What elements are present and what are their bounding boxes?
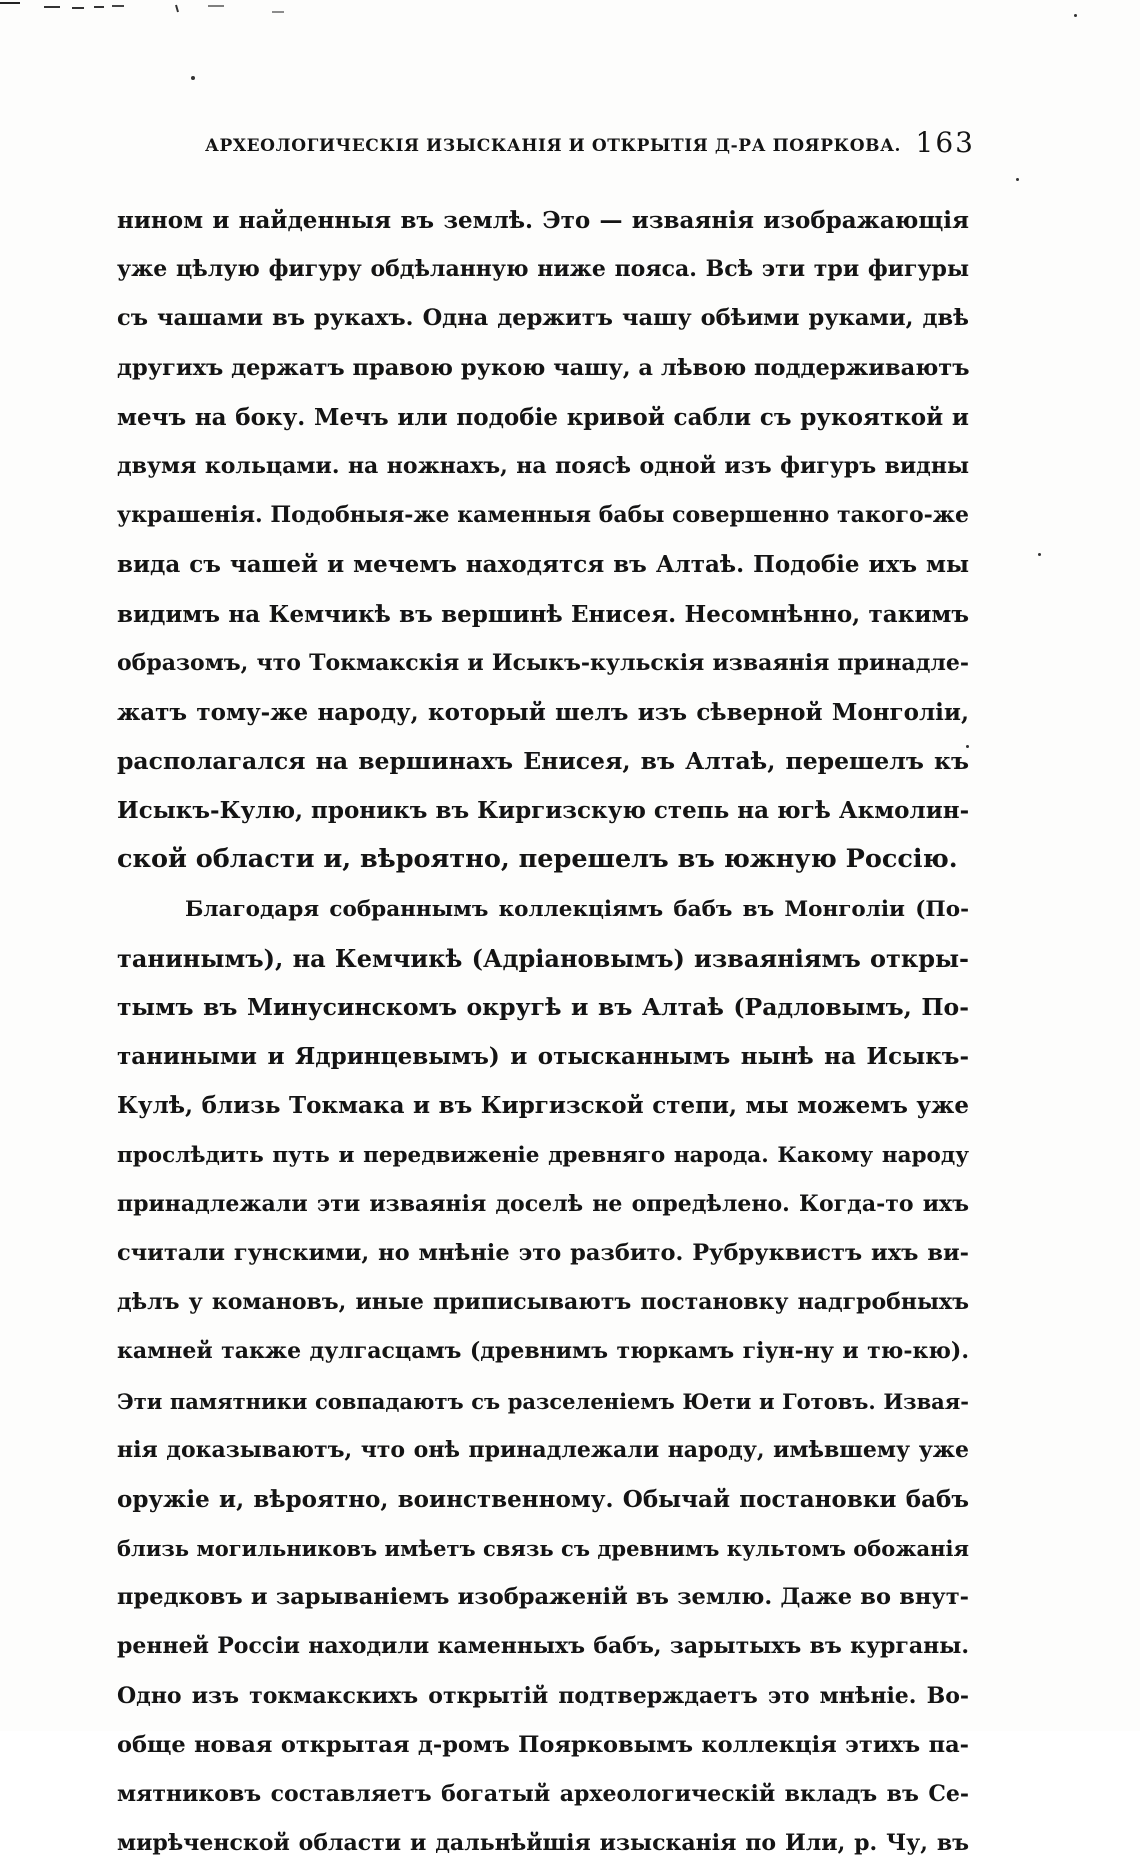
paragraph-2	[117, 885, 969, 1868]
text-line: Исыкъ-Кулю, проникъ въ Киргизскую степь на югѣ Акмолин-	[117, 797, 969, 825]
text-line: предковъ и зарываніемъ изображеній въ землю. Даже во внут-	[117, 1584, 969, 1611]
page-number: 163	[915, 126, 975, 159]
text-line: Кулѣ, близь Токмака и въ Киргизской степи, мы можемъ уже	[117, 1092, 969, 1120]
text-line: дѣлъ у комановъ, иные приписываютъ постановку надгробныхъ	[117, 1289, 969, 1316]
text-line: другихъ держатъ правою рукою чашу, а лѣвою поддерживаютъ	[117, 354, 969, 381]
text-line: ской области и, вѣроятно, перешелъ въ южную Россію.	[117, 844, 958, 875]
text-line: тымъ въ Минусинскомъ округѣ и въ Алтаѣ (Радловымъ, По-	[117, 993, 969, 1021]
text-line: оружіе и, вѣроятно, воинственному. Обычай постановки бабъ	[117, 1485, 969, 1513]
text-line: жатъ тому-же народу, который шелъ изъ сѣверной Монголіи,	[117, 698, 969, 726]
text-line: вида съ чашей и мечемъ находятся въ Алтаѣ. Подобіе ихъ мы	[117, 551, 969, 579]
text-line: видимъ на Кемчикѣ въ вершинѣ Енисея. Несомнѣнно, такимъ	[117, 600, 969, 628]
paragraph-1	[117, 196, 969, 885]
running-head: АРХЕОЛОГИЧЕСКІЯ ИЗЫСКАНІЯ И ОТКРЫТІЯ Д-РА ПОЯРКОВА.	[205, 136, 902, 156]
text-line: съ чашами въ рукахъ. Одна держитъ чашу обѣими руками, двѣ	[117, 305, 969, 332]
text-line: обще новая открытая д-ромъ Поярковымъ коллекція этихъ па-	[117, 1731, 969, 1758]
text-line: таниными и Ядринцевымъ) и отысканнымъ нынѣ на Исыкъ-	[117, 1043, 969, 1071]
text-line: танинымъ), на Кемчикѣ (Адріановымъ) изваяніямъ откры-	[117, 943, 969, 973]
text-line: прослѣдить путь и передвиженіе древняго народа. Какому народу	[117, 1142, 969, 1168]
text-line: нином и найденныя въ землѣ. Это — изваянія изображающія	[117, 207, 969, 234]
text-line: нія доказываютъ, что онѣ принадлежали народу, имѣвшему уже	[117, 1436, 969, 1463]
text-line: принадлежали эти изваянія доселѣ не опредѣлено. Когда-то ихъ	[117, 1190, 969, 1217]
text-line: Одно изъ токмакскихъ открытій подтверждаетъ это мнѣніе. Во-	[117, 1682, 969, 1709]
text-line: образомъ, что Токмакскія и Исыкъ-кульскія изваянія принадле-	[117, 649, 969, 676]
text-line: камней также дулгасцамъ (древнимъ тюркамъ гіун-ну и тю-кю).	[117, 1338, 969, 1365]
text-line: уже цѣлую фигуру обдѣланную ниже пояса. Всѣ эти три фигуры	[117, 256, 969, 283]
text-line: Эти памятники совпадаютъ съ разселеніемъ Юети и Готовъ. Извая-	[117, 1388, 969, 1414]
text-line: Благодаря собраннымъ коллекціямъ бабъ въ Монголіи (По-	[185, 896, 969, 922]
text-line: двумя кольцами. на ножнахъ, на поясѣ одной изъ фигуръ видны	[117, 452, 969, 479]
text-line: ренней Россіи находили каменныхъ бабъ, зарытыхъ въ курганы.	[117, 1633, 969, 1660]
text-line: украшенія. Подобныя-же каменныя бабы совершенно такого-же	[117, 502, 969, 529]
text-line: мечъ на боку. Мечъ или подобіе кривой сабли съ рукояткой и	[117, 403, 969, 431]
text-line: близь могильниковъ имѣетъ связь съ древнимъ культомъ обожанія	[117, 1536, 969, 1562]
text-line: мятниковъ составляетъ богатый археологическій вкладъ въ Се-	[117, 1781, 969, 1807]
scan-edge-marks	[0, 0, 300, 14]
text-line: считали гунскими, но мнѣніе это разбито. Рубруквистъ ихъ ви-	[117, 1239, 969, 1266]
text-line: мирѣченской области и дальнѣйшія изысканія по Или, р. Чу, въ	[117, 1830, 969, 1857]
body-text	[117, 196, 969, 1868]
page-header	[205, 126, 975, 166]
text-line: располагался на вершинахъ Енисея, въ Алтаѣ, перешелъ къ	[117, 747, 969, 776]
